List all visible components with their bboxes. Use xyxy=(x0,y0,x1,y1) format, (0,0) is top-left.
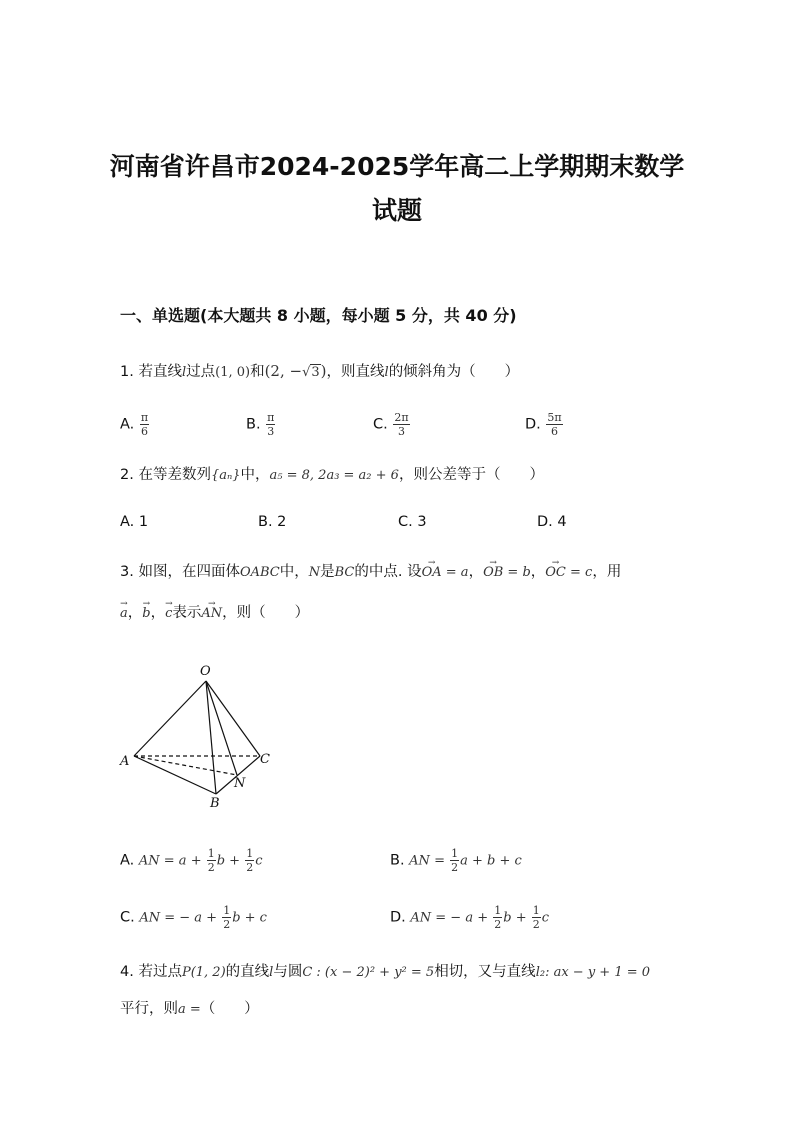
edge-ab xyxy=(134,756,216,794)
question-number: 1. xyxy=(120,364,134,380)
label-o: O xyxy=(200,664,211,679)
q3-option-d[interactable]: D. AN = − a + $\frac{1}{2}$ b + $\frac{1}{2}$ c xyxy=(390,904,550,931)
label-n: N xyxy=(234,776,246,791)
q1-option-c[interactable]: C. $\frac{2\pi}{3}$ xyxy=(373,411,409,438)
question-number: 4. xyxy=(120,964,134,980)
q3-option-b[interactable]: B. AN = $\frac{1}{2}$ a + b + c xyxy=(390,847,522,874)
question-number: 3. xyxy=(120,564,134,580)
sequence: {aₙ} xyxy=(210,468,241,483)
point-1: (1, 0) xyxy=(215,365,251,380)
q3-option-c[interactable]: C. AN = − a + $\frac{1}{2}$ b + c xyxy=(120,904,267,931)
label-a: A xyxy=(120,754,130,769)
q2-option-a[interactable]: A. 1 xyxy=(120,514,149,530)
question-4-line-2: 平行，则a =（ ） xyxy=(120,1001,259,1017)
condition: a₅ = 8, 2a₃ = a₂ + 6 xyxy=(269,468,399,483)
page-title-continued: 试题 xyxy=(371,196,422,225)
q1-option-a[interactable]: A. $\frac{\pi}{6}$ xyxy=(120,411,149,438)
question-3: 3. 如图，在四面体OABC中，N是BC的中点. 设→ OA = a，→ OB = b，→ OC = c，用 xyxy=(120,562,621,583)
edge-an xyxy=(134,756,237,775)
q2-option-b[interactable]: B. 2 xyxy=(258,514,287,530)
question-3-line-2: → a，→ b，→ c表示→ AN，则（ ） xyxy=(120,603,309,624)
question-number: 2. xyxy=(120,467,134,483)
edge-oc xyxy=(206,681,260,756)
edge-oa xyxy=(134,681,206,756)
q3-option-a[interactable]: A. AN = a + $\frac{1}{2}$ b + $\frac{1}{2}$ c xyxy=(120,847,263,874)
point-2: (2, −√3) xyxy=(264,362,327,380)
label-c: C xyxy=(260,752,270,767)
q2-option-d[interactable]: D. 4 xyxy=(537,514,567,530)
question-4: 4. 若过点P(1, 2)的直线l与圆C : (x − 2)² + y² = 5相切，又与直线l₂: ax − y + 1 = 0 xyxy=(120,964,651,980)
q1-option-b[interactable]: B. $\frac{\pi}{3}$ xyxy=(246,411,275,438)
section-heading: 一、单选题(本大题共 8 小题，每小题 5 分，共 40 分) xyxy=(120,306,517,325)
question-2: 2. 在等差数列{aₙ}中，a₅ = 8, 2a₃ = a₂ + 6，则公差等于（ ） xyxy=(120,467,544,483)
question-1: 1. 若直线l过点(1, 0)和(2, −√3)，则直线l的倾斜角为（ ） xyxy=(120,362,520,380)
page-title: 河南省许昌市2024-2025学年高二上学期期末数学 xyxy=(109,152,685,181)
tetrahedron-figure xyxy=(110,655,290,815)
q1-option-d[interactable]: D. $\frac{5\pi}{6}$ xyxy=(525,411,562,438)
q2-option-c[interactable]: C. 3 xyxy=(398,514,427,530)
label-b: B xyxy=(210,796,220,811)
